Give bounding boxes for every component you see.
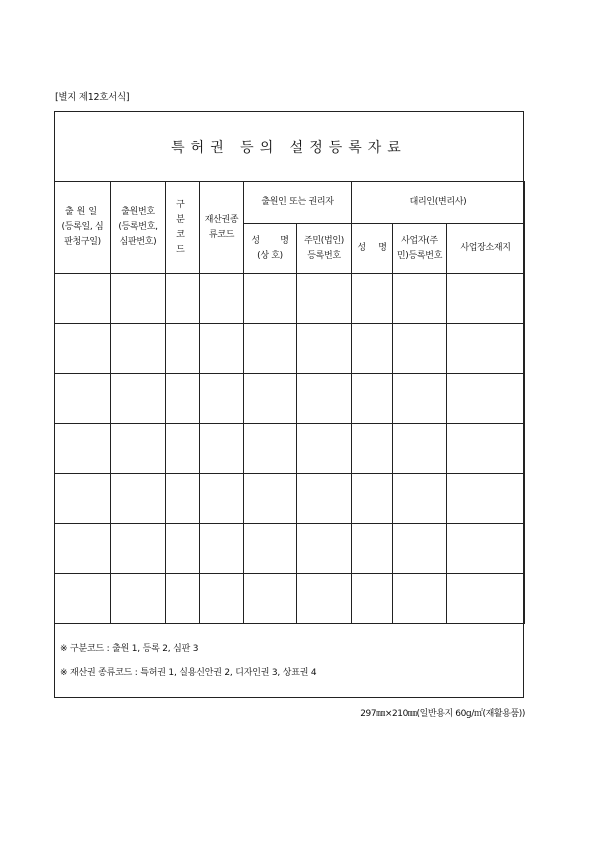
table-row: [55, 274, 525, 324]
header-applicant-name-label: 성 명: [251, 235, 289, 246]
registration-form: [54, 111, 524, 698]
data-table: [54, 181, 525, 624]
table-cell[interactable]: [111, 374, 166, 424]
header-applicant-group: 출원인 또는 권리자: [244, 182, 352, 224]
table-cell[interactable]: [244, 324, 297, 374]
table-cell[interactable]: [111, 424, 166, 474]
header-agent-group: 대리인(변리사): [352, 182, 525, 224]
table-cell[interactable]: [352, 324, 393, 374]
title-row: [55, 112, 523, 182]
header-agent-reg-no-label: 사업자(주민)등록번호: [396, 235, 443, 261]
notes: [60, 637, 316, 685]
table-cell[interactable]: [111, 574, 166, 624]
table-row: [55, 474, 525, 524]
table-cell[interactable]: [393, 324, 447, 374]
table-cell[interactable]: [297, 324, 352, 374]
header-agent-name: 성 명: [352, 224, 393, 274]
table-cell[interactable]: [393, 424, 447, 474]
table-cell[interactable]: [55, 374, 111, 424]
table-cell[interactable]: [55, 524, 111, 574]
table-cell[interactable]: [447, 374, 525, 424]
table-cell[interactable]: [447, 324, 525, 374]
table-cell[interactable]: [200, 324, 244, 374]
table-cell[interactable]: [297, 474, 352, 524]
table-cell[interactable]: [200, 574, 244, 624]
table-cell[interactable]: [352, 474, 393, 524]
table-cell[interactable]: [200, 524, 244, 574]
table-cell[interactable]: [352, 524, 393, 574]
header-applicant-name: [244, 224, 297, 274]
paper-spec-footer: 297㎜×210㎜(일반용지 60g/㎡(재활용품)): [360, 709, 525, 719]
table-cell[interactable]: [200, 374, 244, 424]
table-cell[interactable]: [111, 524, 166, 574]
table-cell[interactable]: [111, 324, 166, 374]
table-cell[interactable]: [200, 474, 244, 524]
table-cell[interactable]: [447, 474, 525, 524]
table-cell[interactable]: [244, 374, 297, 424]
table-cell[interactable]: [166, 474, 200, 524]
table-cell[interactable]: [244, 574, 297, 624]
table-cell[interactable]: [166, 324, 200, 374]
header-app-number-label: 출원번호: [121, 207, 155, 217]
table-cell[interactable]: [393, 524, 447, 574]
header-applicant-reg-no-label: 주민(법인)등록번호: [304, 235, 344, 261]
table-cell[interactable]: [166, 374, 200, 424]
table-cell[interactable]: [166, 524, 200, 574]
table-row: [55, 424, 525, 474]
form-number-label: [별지 제12호서식]: [55, 92, 130, 103]
table-cell[interactable]: [393, 474, 447, 524]
table-row: [55, 524, 525, 574]
table-cell[interactable]: [111, 274, 166, 324]
header-filing-date-label: 출원일: [64, 207, 101, 217]
header-right-type-code-label: 재산권종류코드: [204, 214, 239, 240]
table-cell[interactable]: [297, 424, 352, 474]
table-cell[interactable]: [244, 274, 297, 324]
table-cell[interactable]: [297, 274, 352, 324]
table-cell[interactable]: [297, 574, 352, 624]
header-app-number-sub: (등록번호, 심판번호): [118, 222, 158, 247]
table-cell[interactable]: [447, 274, 525, 324]
table-cell[interactable]: [55, 474, 111, 524]
table-cell[interactable]: [297, 374, 352, 424]
table-row: [55, 574, 525, 624]
header-app-number: [111, 182, 166, 274]
table-cell[interactable]: [55, 324, 111, 374]
table-cell[interactable]: [297, 524, 352, 574]
table-cell[interactable]: [55, 574, 111, 624]
table-cell[interactable]: [111, 474, 166, 524]
table-row: [55, 324, 525, 374]
note-category-code: ※ 구분코드 : 출원 1, 등록 2, 심판 3: [60, 644, 199, 654]
table-cell[interactable]: [352, 374, 393, 424]
table-cell[interactable]: [244, 524, 297, 574]
header-agent-reg-no: [393, 224, 447, 274]
table-cell[interactable]: [393, 374, 447, 424]
table-cell[interactable]: [55, 424, 111, 474]
header-right-type-code: [200, 182, 244, 274]
form-title: 특허권 등의 설정등록자료: [171, 139, 407, 156]
table-cell[interactable]: [166, 574, 200, 624]
header-category-code: [166, 182, 200, 274]
table-row: [55, 374, 525, 424]
table-cell[interactable]: [447, 524, 525, 574]
table-cell[interactable]: [352, 274, 393, 324]
header-applicant-name-sub: (상 호): [257, 250, 283, 261]
table-cell[interactable]: [447, 424, 525, 474]
table-cell[interactable]: [200, 424, 244, 474]
table-cell[interactable]: [244, 474, 297, 524]
table-cell[interactable]: [166, 424, 200, 474]
table-cell[interactable]: [393, 274, 447, 324]
table-cell[interactable]: [352, 574, 393, 624]
table-cell[interactable]: [55, 274, 111, 324]
table-cell[interactable]: [244, 424, 297, 474]
table-cell[interactable]: [447, 574, 525, 624]
header-filing-date-sub: (등록일, 심판청구일): [61, 222, 104, 247]
header-applicant-reg-no: [297, 224, 352, 274]
table-cell[interactable]: [200, 274, 244, 324]
header-agent-address: 사업장소재지: [447, 224, 525, 274]
header-filing-date: [55, 182, 111, 274]
table-cell[interactable]: [352, 424, 393, 474]
header-category-code-label: 구분코드: [176, 199, 189, 255]
table-cell[interactable]: [393, 574, 447, 624]
note-right-type-code: ※ 재산권 종류코드 : 특허권 1, 실용신안권 2, 디자인권 3, 상표권 4: [60, 668, 317, 678]
table-cell[interactable]: [166, 274, 200, 324]
